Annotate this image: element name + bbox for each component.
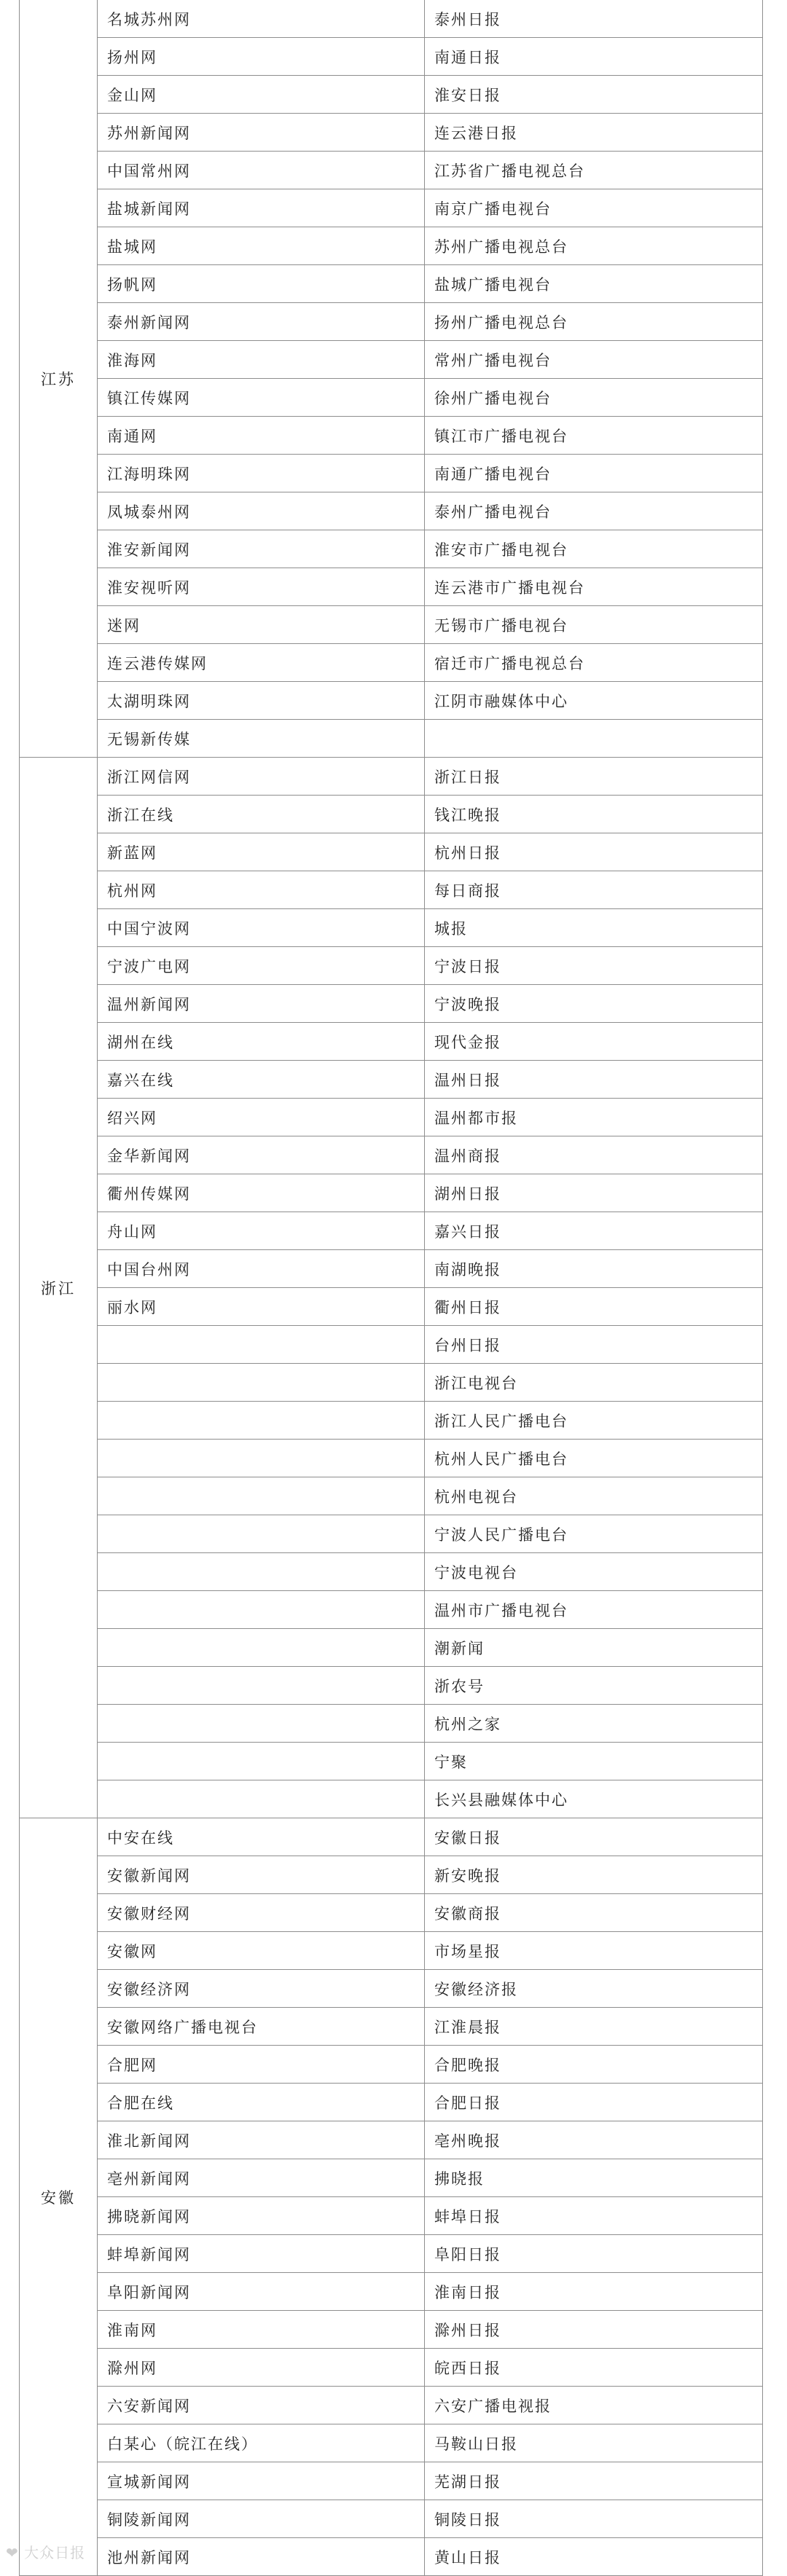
table-row — [20, 227, 763, 265]
media-cell: 市场星报 — [425, 1932, 763, 1970]
table-row — [20, 1212, 763, 1250]
media-cell: 浙江电视台 — [425, 1364, 763, 1402]
media-cell: 铜陵日报 — [425, 2500, 763, 2538]
website-cell: 凤城泰州网 — [98, 492, 425, 530]
table-row — [20, 796, 763, 833]
website-cell — [98, 1629, 425, 1667]
website-cell: 亳州新闻网 — [98, 2159, 425, 2197]
table-row — [20, 2235, 763, 2273]
table-row — [20, 1856, 763, 1894]
media-cell: 杭州之家 — [425, 1705, 763, 1743]
website-cell — [98, 1780, 425, 1818]
website-cell: 淮北新闻网 — [98, 2121, 425, 2159]
table-row — [20, 2046, 763, 2084]
media-cell: 徐州广播电视台 — [425, 379, 763, 417]
table-row — [20, 1174, 763, 1212]
website-cell — [98, 1591, 425, 1629]
website-cell: 衢州传媒网 — [98, 1174, 425, 1212]
website-cell: 金华新闻网 — [98, 1136, 425, 1174]
website-cell: 盐城新闻网 — [98, 189, 425, 227]
website-cell: 宁波广电网 — [98, 947, 425, 985]
table-row — [20, 76, 763, 114]
table-row — [20, 1629, 763, 1667]
table-row — [20, 2311, 763, 2349]
media-cell: 滁州日报 — [425, 2311, 763, 2349]
website-cell — [98, 1515, 425, 1553]
website-cell: 安徽新闻网 — [98, 1856, 425, 1894]
province-cell: 安徽 — [20, 1818, 98, 2576]
media-cell: 皖西日报 — [425, 2349, 763, 2387]
table-row — [20, 114, 763, 152]
website-cell: 淮南网 — [98, 2311, 425, 2349]
website-cell: 苏州新闻网 — [98, 114, 425, 152]
table-row — [20, 2349, 763, 2387]
website-cell: 无锡新传媒 — [98, 720, 425, 758]
media-cell: 亳州晚报 — [425, 2121, 763, 2159]
website-cell: 嘉兴在线 — [98, 1061, 425, 1099]
table-row — [20, 2197, 763, 2235]
media-cell: 淮安市广播电视台 — [425, 530, 763, 568]
media-cell: 南通日报 — [425, 38, 763, 76]
table-row — [20, 833, 763, 871]
website-cell: 中安在线 — [98, 1818, 425, 1856]
table-row — [20, 720, 763, 758]
website-cell: 安徽经济网 — [98, 1970, 425, 2008]
website-cell: 白某心（皖江在线） — [98, 2424, 425, 2462]
website-cell: 阜阳新闻网 — [98, 2273, 425, 2311]
website-cell: 金山网 — [98, 76, 425, 114]
media-list-sheet — [19, 0, 762, 2576]
website-cell: 温州新闻网 — [98, 985, 425, 1023]
media-cell: 宁波电视台 — [425, 1553, 763, 1591]
media-cell: 浙江人民广播电台 — [425, 1402, 763, 1440]
media-cell: 宿迁市广播电视总台 — [425, 644, 763, 682]
website-cell: 浙江网信网 — [98, 758, 425, 796]
province-cell: 江苏 — [20, 0, 98, 758]
table-row — [20, 682, 763, 720]
province-cell: 浙江 — [20, 758, 98, 1818]
table-row — [20, 0, 763, 38]
website-cell: 安徽网络广播电视台 — [98, 2008, 425, 2046]
table-row — [20, 2084, 763, 2121]
table-row — [20, 2008, 763, 2046]
table-row — [20, 1705, 763, 1743]
table-row — [20, 455, 763, 492]
website-cell — [98, 1364, 425, 1402]
website-cell: 江海明珠网 — [98, 455, 425, 492]
table-row — [20, 2462, 763, 2500]
website-cell: 淮海网 — [98, 341, 425, 379]
media-cell: 温州商报 — [425, 1136, 763, 1174]
media-cell: 淮安日报 — [425, 76, 763, 114]
table-row — [20, 2500, 763, 2538]
table-row — [20, 341, 763, 379]
media-cell: 温州市广播电视台 — [425, 1591, 763, 1629]
media-cell: 黄山日报 — [425, 2538, 763, 2576]
website-cell: 安徽网 — [98, 1932, 425, 1970]
table-row — [20, 644, 763, 682]
website-cell: 南通网 — [98, 417, 425, 455]
table-row — [20, 2387, 763, 2424]
media-cell: 连云港日报 — [425, 114, 763, 152]
website-cell: 合肥网 — [98, 2046, 425, 2084]
website-cell: 杭州网 — [98, 871, 425, 909]
table-row — [20, 1970, 763, 2008]
table-row — [20, 303, 763, 341]
table-row — [20, 606, 763, 644]
website-cell: 池州新闻网 — [98, 2538, 425, 2576]
media-cell: 拂晓报 — [425, 2159, 763, 2197]
table-row — [20, 1743, 763, 1780]
website-cell: 盐城网 — [98, 227, 425, 265]
website-cell: 扬帆网 — [98, 265, 425, 303]
table-row — [20, 2424, 763, 2462]
media-cell: 合肥日报 — [425, 2084, 763, 2121]
table-row — [20, 2159, 763, 2197]
table-row — [20, 1250, 763, 1288]
table-row — [20, 492, 763, 530]
media-cell: 阜阳日报 — [425, 2235, 763, 2273]
website-cell: 绍兴网 — [98, 1099, 425, 1136]
table-row — [20, 2273, 763, 2311]
media-cell: 泰州日报 — [425, 0, 763, 38]
media-cell: 温州都市报 — [425, 1099, 763, 1136]
website-cell: 连云港传媒网 — [98, 644, 425, 682]
website-cell: 滁州网 — [98, 2349, 425, 2387]
table-row — [20, 1477, 763, 1515]
table-row — [20, 985, 763, 1023]
table-row — [20, 1326, 763, 1364]
website-cell: 迷网 — [98, 606, 425, 644]
media-cell: 南京广播电视台 — [425, 189, 763, 227]
media-cell: 湖州日报 — [425, 1174, 763, 1212]
media-cell: 每日商报 — [425, 871, 763, 909]
website-cell: 太湖明珠网 — [98, 682, 425, 720]
website-cell: 淮安新闻网 — [98, 530, 425, 568]
media-cell: 台州日报 — [425, 1326, 763, 1364]
table-row — [20, 152, 763, 189]
website-cell: 泰州新闻网 — [98, 303, 425, 341]
table-row — [20, 379, 763, 417]
website-cell: 湖州在线 — [98, 1023, 425, 1061]
website-cell: 镇江传媒网 — [98, 379, 425, 417]
media-cell: 江淮晨报 — [425, 2008, 763, 2046]
media-cell: 合肥晚报 — [425, 2046, 763, 2084]
media-cell: 宁波人民广播电台 — [425, 1515, 763, 1553]
media-cell: 常州广播电视台 — [425, 341, 763, 379]
website-cell: 新蓝网 — [98, 833, 425, 871]
media-cell: 浙江日报 — [425, 758, 763, 796]
table-row — [20, 1515, 763, 1553]
website-cell — [98, 1477, 425, 1515]
media-cell: 宁波晚报 — [425, 985, 763, 1023]
website-cell: 铜陵新闻网 — [98, 2500, 425, 2538]
media-cell: 江阴市融媒体中心 — [425, 682, 763, 720]
media-cell: 无锡市广播电视台 — [425, 606, 763, 644]
media-cell: 盐城广播电视台 — [425, 265, 763, 303]
table-row — [20, 2121, 763, 2159]
media-cell: 淮南日报 — [425, 2273, 763, 2311]
media-cell: 马鞍山日报 — [425, 2424, 763, 2462]
website-cell: 舟山网 — [98, 1212, 425, 1250]
media-cell: 嘉兴日报 — [425, 1212, 763, 1250]
table-row — [20, 1099, 763, 1136]
media-cell: 芜湖日报 — [425, 2462, 763, 2500]
website-cell: 安徽财经网 — [98, 1894, 425, 1932]
media-cell: 南通广播电视台 — [425, 455, 763, 492]
table-row — [20, 1402, 763, 1440]
website-cell: 淮安视听网 — [98, 568, 425, 606]
website-cell — [98, 1705, 425, 1743]
website-cell: 合肥在线 — [98, 2084, 425, 2121]
media-cell: 宁聚 — [425, 1743, 763, 1780]
website-cell: 中国台州网 — [98, 1250, 425, 1288]
media-cell: 杭州人民广播电台 — [425, 1440, 763, 1477]
website-cell: 名城苏州网 — [98, 0, 425, 38]
media-table — [19, 0, 763, 2576]
media-cell: 钱江晚报 — [425, 796, 763, 833]
website-cell — [98, 1743, 425, 1780]
media-cell: 杭州电视台 — [425, 1477, 763, 1515]
media-cell: 安徽日报 — [425, 1818, 763, 1856]
media-table-body — [20, 0, 763, 2576]
website-cell: 中国常州网 — [98, 152, 425, 189]
website-cell — [98, 1402, 425, 1440]
media-cell: 浙农号 — [425, 1667, 763, 1705]
website-cell — [98, 1326, 425, 1364]
website-cell: 宣城新闻网 — [98, 2462, 425, 2500]
table-row — [20, 1061, 763, 1099]
media-cell: 新安晚报 — [425, 1856, 763, 1894]
table-row — [20, 758, 763, 796]
website-cell: 丽水网 — [98, 1288, 425, 1326]
table-row — [20, 1136, 763, 1174]
table-row — [20, 1364, 763, 1402]
media-cell: 现代金报 — [425, 1023, 763, 1061]
media-cell: 江苏省广播电视总台 — [425, 152, 763, 189]
media-cell: 温州日报 — [425, 1061, 763, 1099]
table-row — [20, 1023, 763, 1061]
table-row — [20, 38, 763, 76]
table-row — [20, 1894, 763, 1932]
website-cell — [98, 1667, 425, 1705]
watermark-text: ❤ 大众日报 — [6, 2544, 86, 2561]
website-cell: 拂晓新闻网 — [98, 2197, 425, 2235]
media-cell — [425, 720, 763, 758]
media-cell: 宁波日报 — [425, 947, 763, 985]
table-row — [20, 1932, 763, 1970]
website-cell: 六安新闻网 — [98, 2387, 425, 2424]
media-cell: 苏州广播电视总台 — [425, 227, 763, 265]
table-row — [20, 1553, 763, 1591]
media-cell: 安徽经济报 — [425, 1970, 763, 2008]
table-row — [20, 1440, 763, 1477]
table-row — [20, 265, 763, 303]
media-cell: 蚌埠日报 — [425, 2197, 763, 2235]
media-cell: 潮新闻 — [425, 1629, 763, 1667]
media-cell: 连云港市广播电视台 — [425, 568, 763, 606]
website-cell — [98, 1440, 425, 1477]
table-row — [20, 1288, 763, 1326]
table-row — [20, 909, 763, 947]
table-row — [20, 417, 763, 455]
media-cell: 六安广播电视报 — [425, 2387, 763, 2424]
table-row — [20, 1780, 763, 1818]
website-cell: 中国宁波网 — [98, 909, 425, 947]
media-cell: 扬州广播电视总台 — [425, 303, 763, 341]
table-row — [20, 1667, 763, 1705]
website-cell: 浙江在线 — [98, 796, 425, 833]
table-row — [20, 1591, 763, 1629]
website-cell: 蚌埠新闻网 — [98, 2235, 425, 2273]
media-cell: 杭州日报 — [425, 833, 763, 871]
table-row — [20, 568, 763, 606]
table-row — [20, 189, 763, 227]
website-cell: 扬州网 — [98, 38, 425, 76]
media-cell: 长兴县融媒体中心 — [425, 1780, 763, 1818]
media-cell: 镇江市广播电视台 — [425, 417, 763, 455]
table-row — [20, 947, 763, 985]
media-cell: 衢州日报 — [425, 1288, 763, 1326]
media-cell: 安徽商报 — [425, 1894, 763, 1932]
table-row — [20, 2538, 763, 2576]
table-row — [20, 871, 763, 909]
website-cell — [98, 1553, 425, 1591]
media-cell: 泰州广播电视台 — [425, 492, 763, 530]
media-cell: 南湖晚报 — [425, 1250, 763, 1288]
media-cell: 城报 — [425, 909, 763, 947]
table-row — [20, 1818, 763, 1856]
table-row — [20, 530, 763, 568]
